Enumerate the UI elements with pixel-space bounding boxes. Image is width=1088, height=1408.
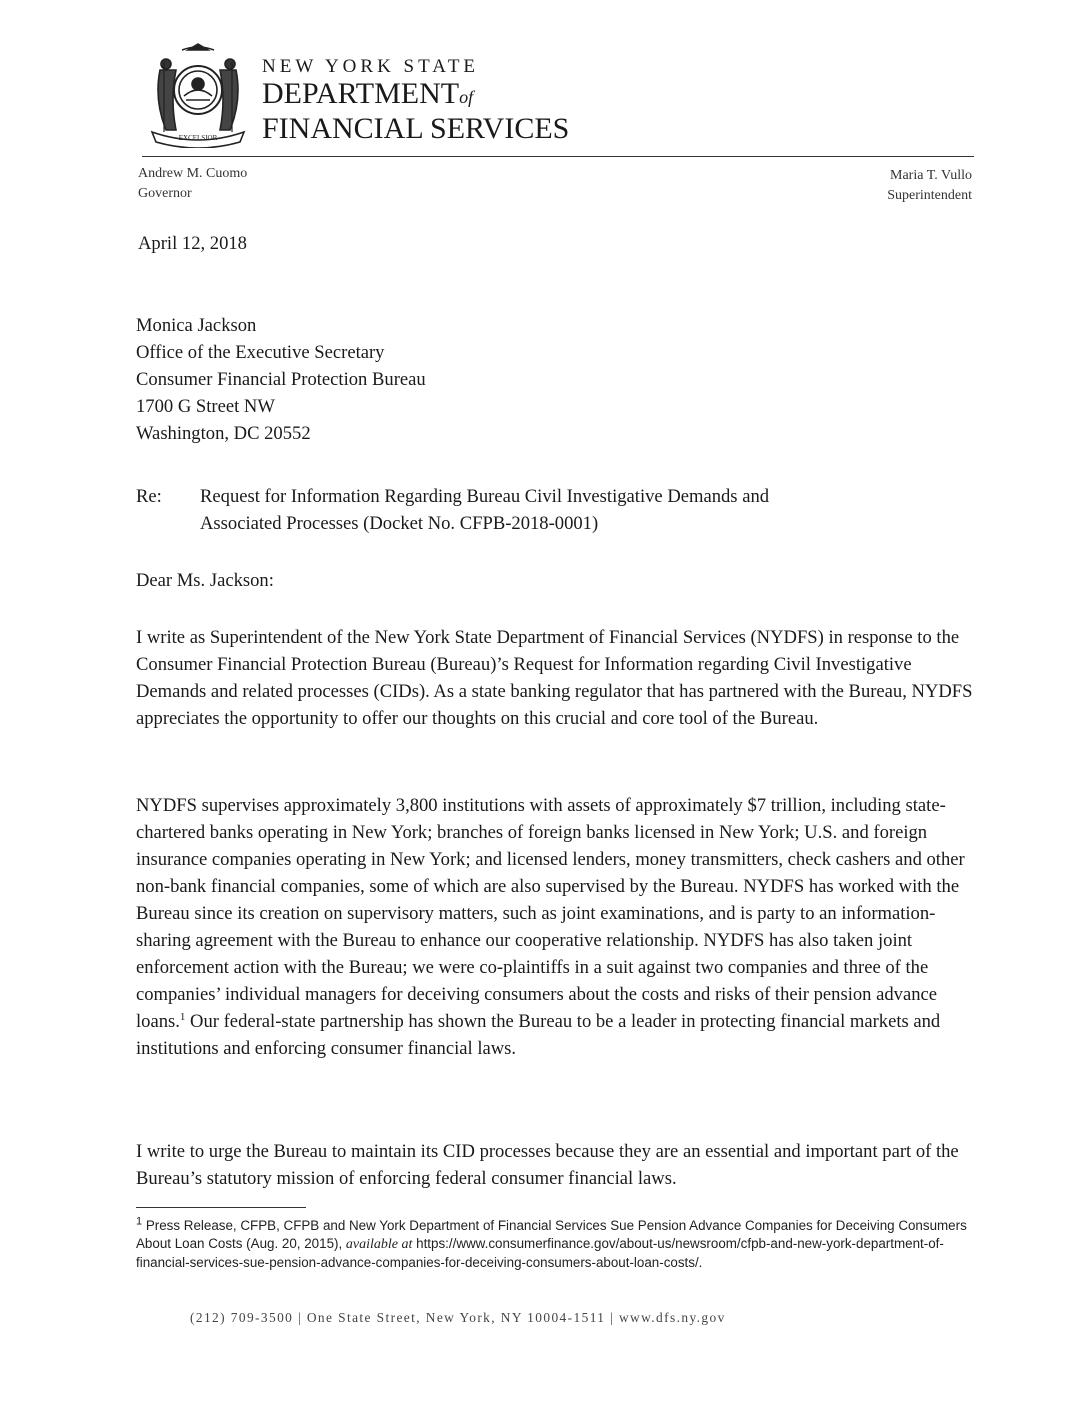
paragraph-2: NYDFS supervises approximately 3,800 institutions with assets of approximately $7 trillion, including state-chartered banks operating in New York; branches of foreign banks licensed in New York; U.S. and foreign insurance companies operating in New York; and licensed lenders, money transmitters, check cashers and other non-bank financial companies, some of which are also supervised by the Bureau. NYDFS has worked with the Bureau since its creation on supervisory matters, such as joint examinations, and is party to an information-sharing agreement with the Bureau to enhance our cooperative relationship. NYDFS has also taken joint enforcement action with the Bureau; we were co-plaintiffs in a suit against two companies and three of the companies’ individual managers for deceiving consumers about the costs and risks of their pension advance loans.$^1$ Our federal-state partnership has shown the Bureau to be a leader in protecting financial markets and institutions and enforcing consumer financial laws. xyxy=(136,795,965,1059)
recipient-address xyxy=(136,312,426,447)
superintendent-name: Maria T. Vullo xyxy=(890,168,972,183)
superintendent-block xyxy=(887,166,972,206)
agency-name xyxy=(262,56,569,145)
page-footer: (212) 709-3500 | One State Street, New York, NY 10004-1511 | www.dfs.ny.gov xyxy=(190,1310,726,1325)
salutation: Dear Ms. Jackson: xyxy=(136,570,274,591)
agency-line-1: NEW YORK STATE xyxy=(262,56,480,77)
footnote: $^1$ Press Release, CFPB, CFPB and New York Department of Financial Services Sue Pension Advance Companies for Deceiving Consumers About Loan Costs (Aug. 20, 2015), available at https://www.consumerfinance.gov/about-us/newsroom/cfpb-and-new-york-department-of-financial-services-sue-pension-advance-companies-for-deceiving-consumers-about-loan-costs/. xyxy=(136,1215,967,1270)
agency-line-2: DEPARTMENTof xyxy=(262,77,474,110)
superintendent-title: Superintendent xyxy=(887,188,972,203)
footnote-rule xyxy=(136,1207,306,1208)
footnote-number: 1 xyxy=(136,1215,143,1228)
state-seal-icon xyxy=(142,40,254,148)
governor-title: Governor xyxy=(138,186,192,201)
agency-line-3: FINANCIAL SERVICES xyxy=(262,112,570,145)
paragraph-3: I write to urge the Bureau to maintain its CID processes because they are an essential and important part of the Bureau’s statutory mission of enforcing federal consumer financial laws. xyxy=(136,1141,959,1189)
governor-name: Andrew M. Cuomo xyxy=(138,166,248,181)
svg-text:EXCELSIOR: EXCELSIOR xyxy=(178,134,218,142)
footnote-link[interactable]: https://www.consumerfinance.gov/about-us/newsroom/cfpb-and-new-york-department-of-financial-services-sue-pension-advance-companies-for-deceiving-consumers-about-loan-costs/. xyxy=(136,1236,944,1270)
recipient-street: 1700 G Street NW xyxy=(136,396,275,417)
subject-label: Re: xyxy=(136,486,162,507)
letter-date: April 12, 2018 xyxy=(138,233,247,254)
subject-text: Request for Information Regarding Bureau Civil Investigative Demands and Associated Processes (Docket No. CFPB-2018-0001) xyxy=(200,486,770,534)
recipient-city: Washington, DC 20552 xyxy=(136,423,311,444)
letterhead-rule xyxy=(142,156,974,157)
recipient-name: Monica Jackson xyxy=(136,315,257,336)
footnote-reference: 1 xyxy=(179,1010,186,1023)
recipient-agency: Consumer Financial Protection Bureau xyxy=(136,369,426,390)
governor-block xyxy=(138,164,247,204)
recipient-office: Office of the Executive Secretary xyxy=(136,342,385,363)
paragraph-1: I write as Superintendent of the New York State Department of Financial Services (NYDFS) in response to the Consumer Financial Protection Bureau (Bureau)’s Request for Information regarding Civil Investigative Demands and related processes (CIDs). As a state banking regulator that has partnered with the Bureau, NYDFS appreciates the opportunity to offer our thoughts on this crucial and core tool of the Bureau. xyxy=(136,627,973,729)
